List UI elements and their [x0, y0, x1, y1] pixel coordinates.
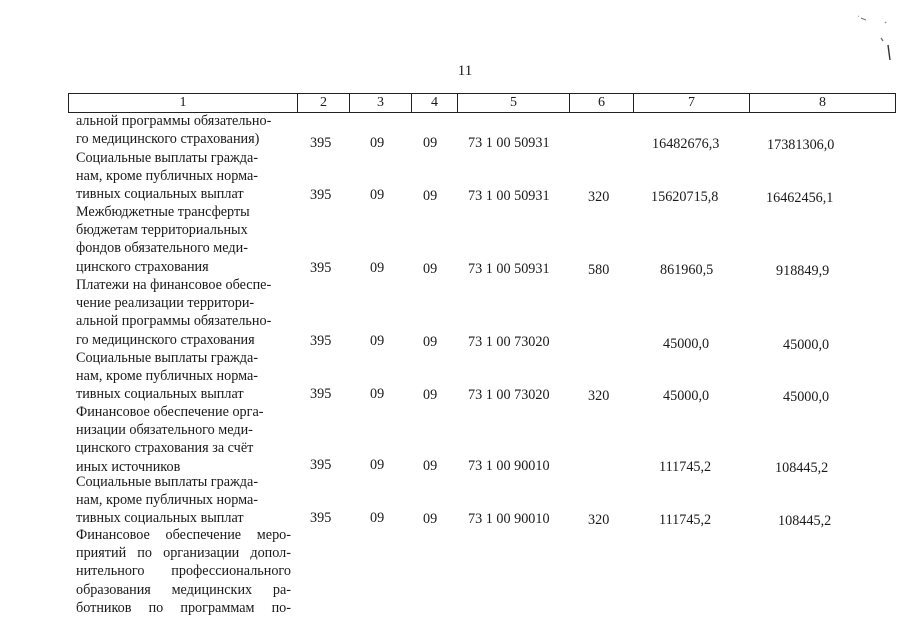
cell-col-3: 09 [370, 510, 385, 526]
cell-col-7: 861960,5 [660, 262, 714, 278]
cell-col-2: 395 [310, 187, 332, 203]
description-line: фондов обязательного меди- [76, 240, 248, 257]
col-header-5: 5 [457, 94, 569, 112]
cell-col-3: 09 [370, 333, 385, 349]
cell-col-7: 16482676,3 [652, 136, 720, 152]
cell-col-4: 09 [423, 387, 438, 403]
cell-col-5: 73 1 00 73020 [468, 334, 550, 350]
cell-col-5: 73 1 00 50931 [468, 188, 550, 204]
cell-col-4: 09 [423, 135, 438, 151]
table-row-description [76, 473, 291, 528]
cell-col-4: 09 [423, 458, 438, 474]
col-header-8: 8 [749, 94, 895, 112]
page-number: 11 [457, 63, 473, 79]
cell-col-3: 09 [370, 260, 385, 276]
col-header-7: 7 [633, 94, 749, 112]
cell-col-3: 09 [370, 386, 385, 402]
cell-col-5: 73 1 00 50931 [468, 135, 550, 151]
description-line: нительного профессионального [76, 563, 291, 580]
description-line: образования медицинских ра- [76, 581, 291, 598]
description-line: бюджетам территориальных [76, 222, 248, 239]
cell-col-2: 395 [310, 333, 332, 349]
cell-col-8: 17381306,0 [767, 137, 835, 153]
description-line: приятий по организации допол- [76, 545, 291, 562]
cell-col-2: 395 [310, 386, 332, 402]
table-header [68, 93, 896, 113]
cell-col-4: 09 [423, 334, 438, 350]
cell-col-5: 73 1 00 50931 [468, 261, 550, 277]
cell-col-8: 16462456,1 [766, 190, 834, 206]
description-line: Платежи на финансовое обеспе- [76, 277, 272, 293]
cell-col-5: 73 1 00 90010 [468, 511, 550, 527]
table-row-description [76, 112, 291, 148]
description-line: нам, кроме публичных норма- [76, 168, 258, 185]
description-line: тивных социальных выплат [76, 510, 244, 527]
description-line: нам, кроме публичных норма- [76, 492, 258, 509]
cell-col-7: 45000,0 [663, 388, 710, 404]
cell-col-3: 09 [370, 135, 385, 151]
description-line: цинского страхования [76, 258, 209, 275]
description-line: го медицинского страхования [76, 331, 255, 348]
cell-col-6: 320 [588, 388, 610, 404]
description-line: Межбюджетные трансферты [76, 204, 250, 220]
description-line: Финансовое обеспечение орга- [76, 404, 264, 420]
cell-col-4: 09 [423, 188, 438, 204]
cell-col-7: 15620715,8 [651, 189, 719, 205]
description-line: альной программы обязательно- [76, 313, 272, 330]
description-line: Социальные выплаты гражда- [76, 350, 259, 366]
cell-col-7: 45000,0 [663, 336, 710, 352]
cell-col-4: 09 [423, 261, 438, 277]
cell-col-6: 580 [588, 262, 610, 278]
description-line: го медицинского страхования) [76, 131, 260, 148]
cell-col-8: 108445,2 [778, 513, 832, 529]
cell-col-2: 395 [310, 135, 332, 151]
cell-col-8: 45000,0 [783, 389, 830, 405]
description-line: тивных социальных выплат [76, 186, 244, 203]
table-row-description [76, 203, 291, 276]
cell-col-3: 09 [370, 187, 385, 203]
description-line: ботников по программам по- [76, 599, 291, 616]
cell-col-4: 09 [423, 511, 438, 527]
table-row-description [76, 149, 291, 204]
cell-col-7: 111745,2 [659, 459, 712, 475]
table-row-description [76, 526, 291, 617]
col-header-6: 6 [569, 94, 633, 112]
description-line: Социальные выплаты гражда- [76, 474, 259, 490]
description-line: тивных социальных выплат [76, 386, 244, 403]
table-row-description [76, 276, 291, 349]
description-line: Финансовое обеспечение меро- [76, 527, 291, 543]
cell-col-5: 73 1 00 73020 [468, 387, 550, 403]
description-line: Социальные выплаты гражда- [76, 150, 259, 166]
cell-col-6: 320 [588, 189, 610, 205]
col-header-1: 1 [179, 95, 187, 110]
description-line: нам, кроме публичных норма- [76, 368, 258, 385]
cell-col-2: 395 [310, 457, 332, 473]
description-line: низации обязательного меди- [76, 422, 253, 439]
cell-col-8: 918849,9 [776, 263, 830, 279]
cell-col-2: 395 [310, 260, 332, 276]
table-row-description [76, 349, 291, 404]
cell-col-3: 09 [370, 457, 385, 473]
cell-col-6: 320 [588, 512, 610, 528]
description-line: альной программы обязательно- [76, 113, 272, 129]
cell-col-7: 111745,2 [659, 512, 712, 528]
scan-speck-marks [855, 10, 900, 60]
cell-col-5: 73 1 00 90010 [468, 458, 550, 474]
description-line: чение реализации территори- [76, 295, 255, 312]
table-row-description [76, 403, 291, 476]
col-header-2: 2 [297, 94, 349, 112]
col-header-4: 4 [411, 94, 457, 112]
cell-col-2: 395 [310, 510, 332, 526]
description-line: иных источников [76, 458, 181, 475]
cell-col-8: 108445,2 [775, 460, 829, 476]
col-header-3: 3 [349, 94, 411, 112]
cell-col-8: 45000,0 [783, 337, 830, 353]
description-line: цинского страхования за счёт [76, 440, 254, 457]
